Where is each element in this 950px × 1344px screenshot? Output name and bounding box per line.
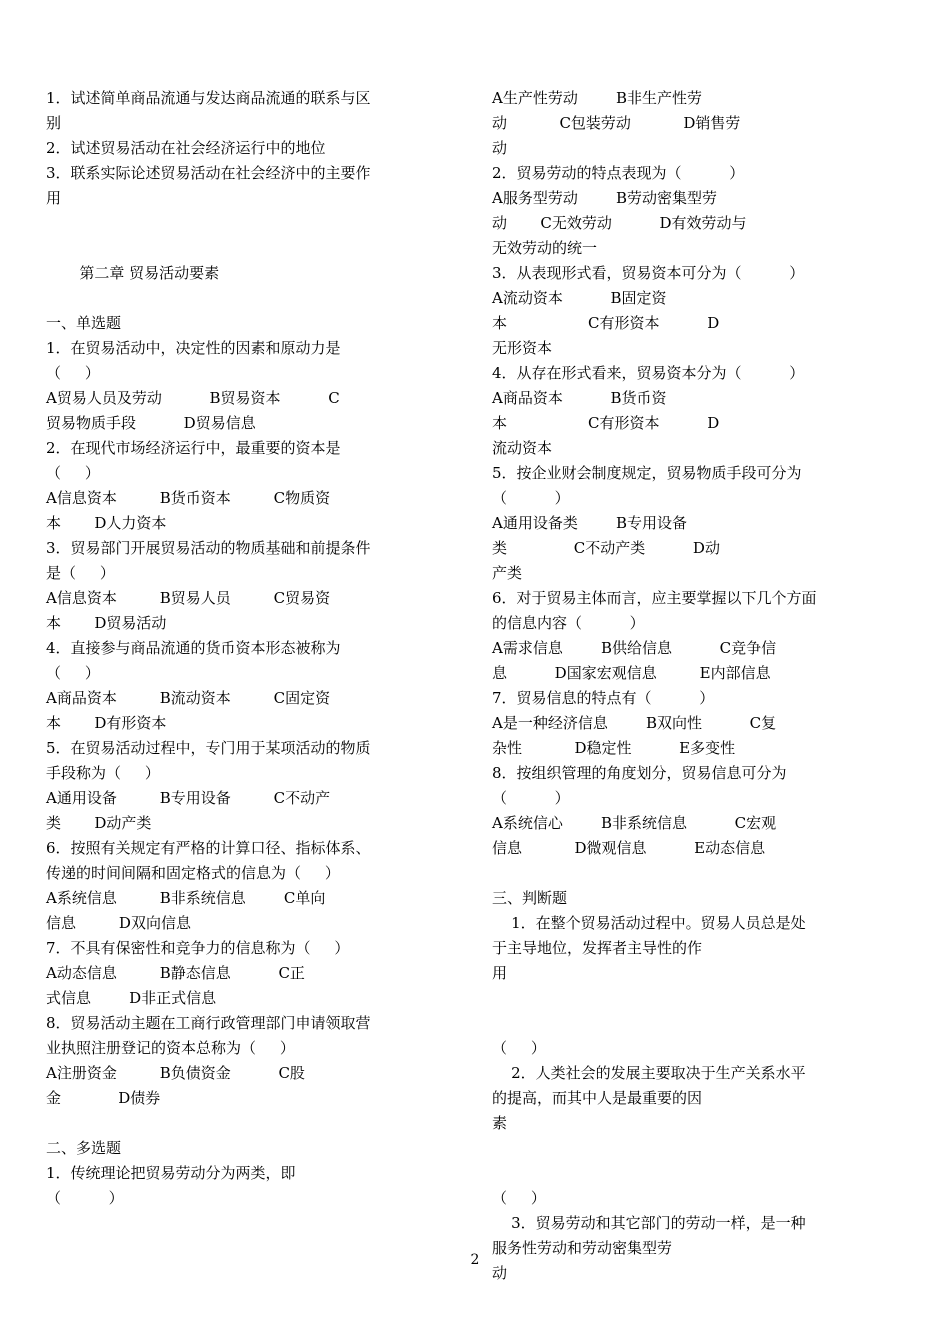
text-line: 动 C包装劳动 D销售劳 (492, 114, 741, 132)
text-line: 本 D贸易活动 (46, 614, 167, 632)
text-line: 动 (492, 139, 508, 157)
text-line: 别 (46, 114, 62, 132)
text-line: （ ） (492, 1189, 546, 1207)
text-line: 动 (492, 1264, 508, 1282)
text-line: A需求信息 B供给信息 C竞争信 (492, 639, 777, 657)
text-line (492, 861, 904, 886)
text-line: 8．按组织管理的角度划分，贸易信息可分为 (492, 764, 787, 782)
text-line: 第二章 贸易活动要素 (46, 264, 220, 282)
text-line: 4．直接参与商品流通的货币资本形态被称为 (46, 639, 341, 657)
text-line: 2．人类社会的发展主要取决于生产关系水平 (492, 1064, 806, 1082)
text-line: 三、判断题 (492, 889, 568, 907)
text-line: 金 D债券 (46, 1089, 161, 1107)
text-line: 手段称为（ ） (46, 764, 160, 782)
text-line: 8．贸易活动主题在工商行政管理部门申请领取营 (46, 1014, 371, 1032)
text-line: 杂性 D稳定性 E多变性 (492, 739, 736, 757)
text-line: 类 C不动产类 D动 (492, 539, 720, 557)
text-line: 7．不具有保密性和竞争力的信息称为（ ） (46, 939, 350, 957)
text-line: A系统信息 B非系统信息 C单向 (46, 889, 326, 907)
text-line: A信息资本 B货币资本 C物质资 (46, 489, 331, 507)
text-line: 本 C有形资本 D (492, 314, 720, 332)
text-line: 传递的时间间隔和固定格式的信息为（ ） (46, 864, 340, 882)
text-line: （ ） (46, 364, 100, 382)
text-line: 动 C无效劳动 D有效劳动与 (492, 214, 747, 232)
text-line (46, 286, 458, 311)
text-line: 1．在贸易活动中，决定性的因素和原动力是 (46, 339, 341, 357)
text-line: 信息 D微观信息 E动态信息 (492, 839, 766, 857)
text-line: A通用设备类 B专用设备 (492, 514, 688, 532)
text-line: 于主导地位，发挥者主导性的作 (492, 939, 703, 957)
text-line: A流动资本 B固定资 (492, 289, 667, 307)
text-line (46, 211, 458, 236)
text-line: 一、单选题 (46, 314, 122, 332)
text-line: 信息 D双向信息 (46, 914, 191, 932)
text-line: （ ） (46, 1189, 124, 1207)
text-line: 1．传统理论把贸易劳动分为两类，即 (46, 1164, 296, 1182)
text-line: A系统信心 B非系统信息 C宏观 (492, 814, 777, 832)
text-line: 的提高，而其中人是最重要的因 (492, 1089, 703, 1107)
text-line (46, 1111, 458, 1136)
text-line: A服务型劳动 B劳动密集型劳 (492, 189, 718, 207)
text-line: 3．联系实际论述贸易活动在社会经济中的主要作 (46, 164, 371, 182)
page-number: 2 (470, 1252, 480, 1268)
text-line: A商品资本 B流动资本 C固定资 (46, 689, 331, 707)
text-line: 3．贸易部门开展贸易活动的物质基础和前提条件 (46, 539, 371, 557)
text-line: 3．从表现形式看，贸易资本可分为（ ） (492, 264, 805, 282)
text-line: 2．试述贸易活动在社会经济运行中的地位 (46, 139, 326, 157)
text-line: A通用设备 B专用设备 C不动产 (46, 789, 331, 807)
text-line: 6．按照有关规定有严格的计算口径、指标体系、 (46, 839, 371, 857)
text-line: 是（ ） (46, 564, 115, 582)
text-line: 流动资本 (492, 439, 553, 457)
text-line: 服务性劳动和劳动密集型劳 (492, 1239, 673, 1257)
text-line: 无形资本 (492, 339, 553, 357)
text-line: 5．按企业财会制度规定，贸易物质手段可分为 (492, 464, 802, 482)
text-line (46, 236, 458, 261)
text-line: 的信息内容（ ） (492, 614, 645, 632)
text-line: A动态信息 B静态信息 C正 (46, 964, 305, 982)
text-line: 本 D有形资本 (46, 714, 167, 732)
text-line: （ ） (492, 1039, 546, 1057)
text-line: 二、多选题 (46, 1139, 122, 1157)
left-column (46, 86, 458, 1211)
text-line: 4．从存在形式看来，贸易资本分为（ ） (492, 364, 805, 382)
text-line: 素 (492, 1114, 508, 1132)
text-line: 用 (46, 189, 62, 207)
text-line (492, 1011, 904, 1036)
text-line: 贸易物质手段 D贸易信息 (46, 414, 256, 432)
text-line (492, 1136, 904, 1161)
text-line: 类 D动产类 (46, 814, 152, 832)
text-line: （ ） (492, 789, 570, 807)
text-line: 产类 (492, 564, 523, 582)
text-line: 本 D人力资本 (46, 514, 167, 532)
text-line: 本 C有形资本 D (492, 414, 720, 432)
text-line: 6．对于贸易主体而言，应主要掌握以下几个方面 (492, 589, 817, 607)
text-line: 3．贸易劳动和其它部门的劳动一样，是一种 (492, 1214, 806, 1232)
text-line: （ ） (492, 489, 570, 507)
text-line: 息 D国家宏观信息 E内部信息 (492, 664, 771, 682)
text-line: 1．在整个贸易活动过程中。贸易人员总是处 (492, 914, 806, 932)
text-line: （ ） (46, 464, 100, 482)
text-line: 2．在现代市场经济运行中，最重要的资本是 (46, 439, 341, 457)
text-line: A贸易人员及劳动 B贸易资本 C (46, 389, 340, 407)
text-line: 无效劳动的统一 (492, 239, 598, 257)
text-line: （ ） (46, 664, 100, 682)
text-line (492, 986, 904, 1011)
text-line: 式信息 D非正式信息 (46, 989, 217, 1007)
text-line: 5．在贸易活动过程中，专门用于某项活动的物质 (46, 739, 371, 757)
text-line: A注册资金 B负债资金 C股 (46, 1064, 305, 1082)
text-line: A是一种经济信息 B双向性 C复 (492, 714, 777, 732)
text-line (492, 1161, 904, 1186)
right-column (492, 86, 904, 1286)
text-line: 2．贸易劳动的特点表现为（ ） (492, 164, 745, 182)
text-line: 7．贸易信息的特点有（ ） (492, 689, 715, 707)
text-line: 业执照注册登记的资本总称为（ ） (46, 1039, 295, 1057)
text-line: 1．试述简单商品流通与发达商品流通的联系与区 (46, 89, 371, 107)
text-line: A商品资本 B货币资 (492, 389, 667, 407)
text-line: A信息资本 B贸易人员 C贸易资 (46, 589, 331, 607)
text-line: 用 (492, 964, 508, 982)
text-line: A生产性劳动 B非生产性劳 (492, 89, 703, 107)
